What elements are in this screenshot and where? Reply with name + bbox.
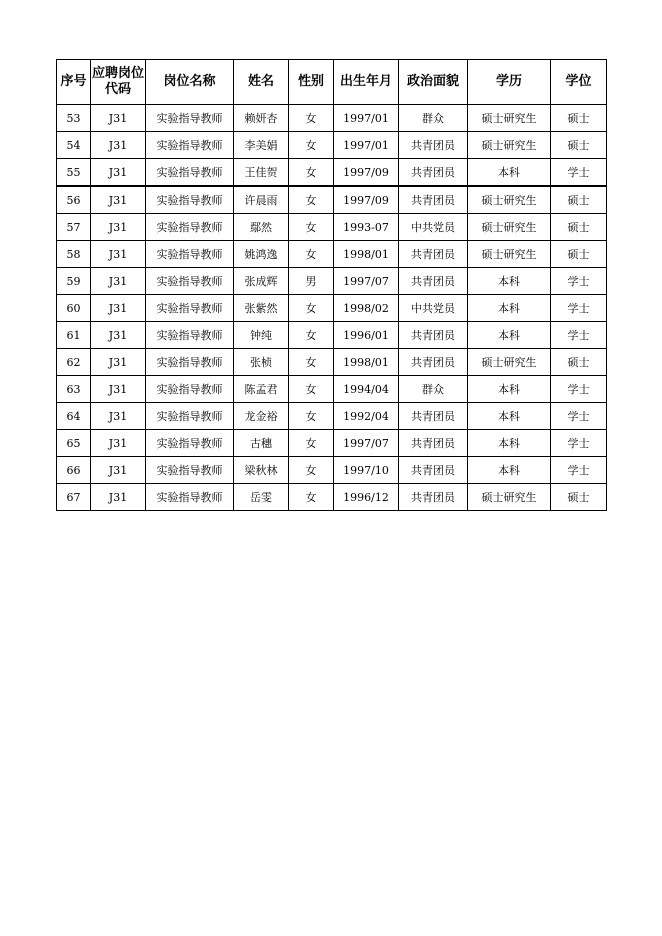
cell-gender: 女 bbox=[289, 484, 334, 511]
cell-position-code: J31 bbox=[91, 295, 146, 322]
cell-position-code: J31 bbox=[91, 159, 146, 187]
cell-birth-date: 1997/01 bbox=[334, 105, 399, 132]
cell-degree: 硕士 bbox=[551, 132, 607, 159]
cell-political-status: 共青团员 bbox=[399, 403, 468, 430]
cell-gender: 女 bbox=[289, 105, 334, 132]
header-position-code: 应聘岗位代码 bbox=[91, 60, 146, 105]
cell-birth-date: 1997/09 bbox=[334, 159, 399, 187]
cell-birth-date: 1997/07 bbox=[334, 430, 399, 457]
cell-degree: 学士 bbox=[551, 430, 607, 457]
cell-degree: 学士 bbox=[551, 322, 607, 349]
header-gender: 性别 bbox=[289, 60, 334, 105]
cell-political-status: 共青团员 bbox=[399, 132, 468, 159]
cell-education: 本科 bbox=[468, 430, 551, 457]
cell-seq: 65 bbox=[57, 430, 91, 457]
cell-seq: 53 bbox=[57, 105, 91, 132]
table-body bbox=[57, 105, 607, 511]
cell-position-name: 实验指导教师 bbox=[146, 241, 234, 268]
cell-position-name: 实验指导教师 bbox=[146, 186, 234, 214]
cell-seq: 54 bbox=[57, 132, 91, 159]
cell-birth-date: 1998/02 bbox=[334, 295, 399, 322]
cell-position-code: J31 bbox=[91, 376, 146, 403]
cell-education: 硕士研究生 bbox=[468, 241, 551, 268]
cell-name: 许晨雨 bbox=[234, 186, 289, 214]
table-row bbox=[57, 295, 607, 322]
cell-position-code: J31 bbox=[91, 105, 146, 132]
cell-position-name: 实验指导教师 bbox=[146, 105, 234, 132]
cell-birth-date: 1993-07 bbox=[334, 214, 399, 241]
table-row bbox=[57, 241, 607, 268]
cell-name: 古穗 bbox=[234, 430, 289, 457]
cell-seq: 57 bbox=[57, 214, 91, 241]
table-row bbox=[57, 457, 607, 484]
cell-gender: 女 bbox=[289, 457, 334, 484]
cell-position-code: J31 bbox=[91, 132, 146, 159]
cell-seq: 67 bbox=[57, 484, 91, 511]
cell-name: 张桢 bbox=[234, 349, 289, 376]
cell-degree: 学士 bbox=[551, 376, 607, 403]
cell-position-code: J31 bbox=[91, 457, 146, 484]
cell-name: 钟纯 bbox=[234, 322, 289, 349]
cell-position-name: 实验指导教师 bbox=[146, 403, 234, 430]
cell-position-code: J31 bbox=[91, 322, 146, 349]
cell-seq: 62 bbox=[57, 349, 91, 376]
cell-education: 硕士研究生 bbox=[468, 349, 551, 376]
cell-birth-date: 1997/01 bbox=[334, 132, 399, 159]
cell-seq: 61 bbox=[57, 322, 91, 349]
cell-political-status: 共青团员 bbox=[399, 268, 468, 295]
cell-seq: 59 bbox=[57, 268, 91, 295]
cell-education: 本科 bbox=[468, 295, 551, 322]
cell-gender: 女 bbox=[289, 430, 334, 457]
table-row bbox=[57, 268, 607, 295]
cell-degree: 硕士 bbox=[551, 105, 607, 132]
cell-name: 陈孟君 bbox=[234, 376, 289, 403]
cell-degree: 硕士 bbox=[551, 349, 607, 376]
cell-gender: 女 bbox=[289, 322, 334, 349]
cell-name: 王佳贺 bbox=[234, 159, 289, 187]
cell-gender: 女 bbox=[289, 214, 334, 241]
cell-birth-date: 1996/12 bbox=[334, 484, 399, 511]
cell-gender: 女 bbox=[289, 349, 334, 376]
cell-political-status: 共青团员 bbox=[399, 457, 468, 484]
cell-birth-date: 1998/01 bbox=[334, 241, 399, 268]
cell-political-status: 共青团员 bbox=[399, 241, 468, 268]
table-row bbox=[57, 376, 607, 403]
header-education: 学历 bbox=[468, 60, 551, 105]
cell-position-name: 实验指导教师 bbox=[146, 132, 234, 159]
cell-position-code: J31 bbox=[91, 484, 146, 511]
cell-degree: 学士 bbox=[551, 159, 607, 187]
cell-name: 梁秋林 bbox=[234, 457, 289, 484]
cell-position-name: 实验指导教师 bbox=[146, 268, 234, 295]
cell-seq: 56 bbox=[57, 186, 91, 214]
table-row bbox=[57, 349, 607, 376]
cell-political-status: 共青团员 bbox=[399, 349, 468, 376]
cell-degree: 学士 bbox=[551, 403, 607, 430]
cell-political-status: 群众 bbox=[399, 105, 468, 132]
cell-birth-date: 1996/01 bbox=[334, 322, 399, 349]
cell-political-status: 群众 bbox=[399, 376, 468, 403]
cell-name: 李美娟 bbox=[234, 132, 289, 159]
cell-seq: 64 bbox=[57, 403, 91, 430]
cell-position-code: J31 bbox=[91, 430, 146, 457]
cell-education: 硕士研究生 bbox=[468, 484, 551, 511]
cell-education: 本科 bbox=[468, 403, 551, 430]
cell-position-name: 实验指导教师 bbox=[146, 484, 234, 511]
cell-position-code: J31 bbox=[91, 186, 146, 214]
cell-education: 硕士研究生 bbox=[468, 105, 551, 132]
cell-position-name: 实验指导教师 bbox=[146, 214, 234, 241]
cell-degree: 学士 bbox=[551, 268, 607, 295]
cell-gender: 女 bbox=[289, 241, 334, 268]
cell-position-name: 实验指导教师 bbox=[146, 376, 234, 403]
table-row bbox=[57, 186, 607, 214]
table-row bbox=[57, 159, 607, 187]
header-name: 姓名 bbox=[234, 60, 289, 105]
cell-seq: 63 bbox=[57, 376, 91, 403]
cell-political-status: 共青团员 bbox=[399, 484, 468, 511]
cell-birth-date: 1992/04 bbox=[334, 403, 399, 430]
cell-gender: 女 bbox=[289, 159, 334, 187]
cell-position-name: 实验指导教师 bbox=[146, 430, 234, 457]
cell-birth-date: 1994/04 bbox=[334, 376, 399, 403]
cell-education: 本科 bbox=[468, 322, 551, 349]
cell-political-status: 中共党员 bbox=[399, 214, 468, 241]
cell-degree: 硕士 bbox=[551, 241, 607, 268]
cell-position-name: 实验指导教师 bbox=[146, 295, 234, 322]
table-row bbox=[57, 484, 607, 511]
cell-birth-date: 1997/09 bbox=[334, 186, 399, 214]
header-degree: 学位 bbox=[551, 60, 607, 105]
cell-political-status: 共青团员 bbox=[399, 322, 468, 349]
cell-position-code: J31 bbox=[91, 268, 146, 295]
cell-education: 硕士研究生 bbox=[468, 186, 551, 214]
cell-seq: 66 bbox=[57, 457, 91, 484]
cell-seq: 55 bbox=[57, 159, 91, 187]
cell-education: 本科 bbox=[468, 457, 551, 484]
header-birth-date: 出生年月 bbox=[334, 60, 399, 105]
cell-position-code: J31 bbox=[91, 403, 146, 430]
cell-position-name: 实验指导教师 bbox=[146, 349, 234, 376]
cell-degree: 硕士 bbox=[551, 484, 607, 511]
cell-birth-date: 1997/07 bbox=[334, 268, 399, 295]
cell-position-code: J31 bbox=[91, 214, 146, 241]
cell-education: 硕士研究生 bbox=[468, 214, 551, 241]
cell-seq: 60 bbox=[57, 295, 91, 322]
cell-name: 张成辉 bbox=[234, 268, 289, 295]
cell-degree: 学士 bbox=[551, 295, 607, 322]
table-row bbox=[57, 105, 607, 132]
cell-political-status: 共青团员 bbox=[399, 430, 468, 457]
table-row bbox=[57, 132, 607, 159]
cell-education: 本科 bbox=[468, 159, 551, 187]
cell-name: 姚鸿逸 bbox=[234, 241, 289, 268]
cell-education: 硕士研究生 bbox=[468, 132, 551, 159]
cell-education: 本科 bbox=[468, 376, 551, 403]
cell-gender: 女 bbox=[289, 376, 334, 403]
table-header bbox=[57, 60, 607, 105]
cell-degree: 学士 bbox=[551, 457, 607, 484]
cell-degree: 硕士 bbox=[551, 214, 607, 241]
table-row bbox=[57, 403, 607, 430]
cell-gender: 女 bbox=[289, 132, 334, 159]
cell-name: 岳雯 bbox=[234, 484, 289, 511]
candidate-table bbox=[56, 59, 607, 511]
header-seq: 序号 bbox=[57, 60, 91, 105]
cell-political-status: 共青团员 bbox=[399, 159, 468, 187]
cell-name: 龙金裕 bbox=[234, 403, 289, 430]
cell-education: 本科 bbox=[468, 268, 551, 295]
cell-degree: 硕士 bbox=[551, 186, 607, 214]
cell-position-name: 实验指导教师 bbox=[146, 457, 234, 484]
header-position-name: 岗位名称 bbox=[146, 60, 234, 105]
cell-political-status: 共青团员 bbox=[399, 186, 468, 214]
table-row bbox=[57, 430, 607, 457]
cell-position-code: J31 bbox=[91, 241, 146, 268]
cell-birth-date: 1998/01 bbox=[334, 349, 399, 376]
table-row bbox=[57, 322, 607, 349]
cell-gender: 女 bbox=[289, 186, 334, 214]
cell-birth-date: 1997/10 bbox=[334, 457, 399, 484]
cell-gender: 男 bbox=[289, 268, 334, 295]
cell-political-status: 中共党员 bbox=[399, 295, 468, 322]
cell-name: 张紫然 bbox=[234, 295, 289, 322]
cell-gender: 女 bbox=[289, 295, 334, 322]
cell-seq: 58 bbox=[57, 241, 91, 268]
table-row bbox=[57, 214, 607, 241]
header-row bbox=[57, 60, 607, 105]
cell-name: 赖妍杏 bbox=[234, 105, 289, 132]
cell-position-name: 实验指导教师 bbox=[146, 322, 234, 349]
cell-name: 鄢然 bbox=[234, 214, 289, 241]
header-political-status: 政治面貌 bbox=[399, 60, 468, 105]
cell-gender: 女 bbox=[289, 403, 334, 430]
cell-position-name: 实验指导教师 bbox=[146, 159, 234, 187]
cell-position-code: J31 bbox=[91, 349, 146, 376]
